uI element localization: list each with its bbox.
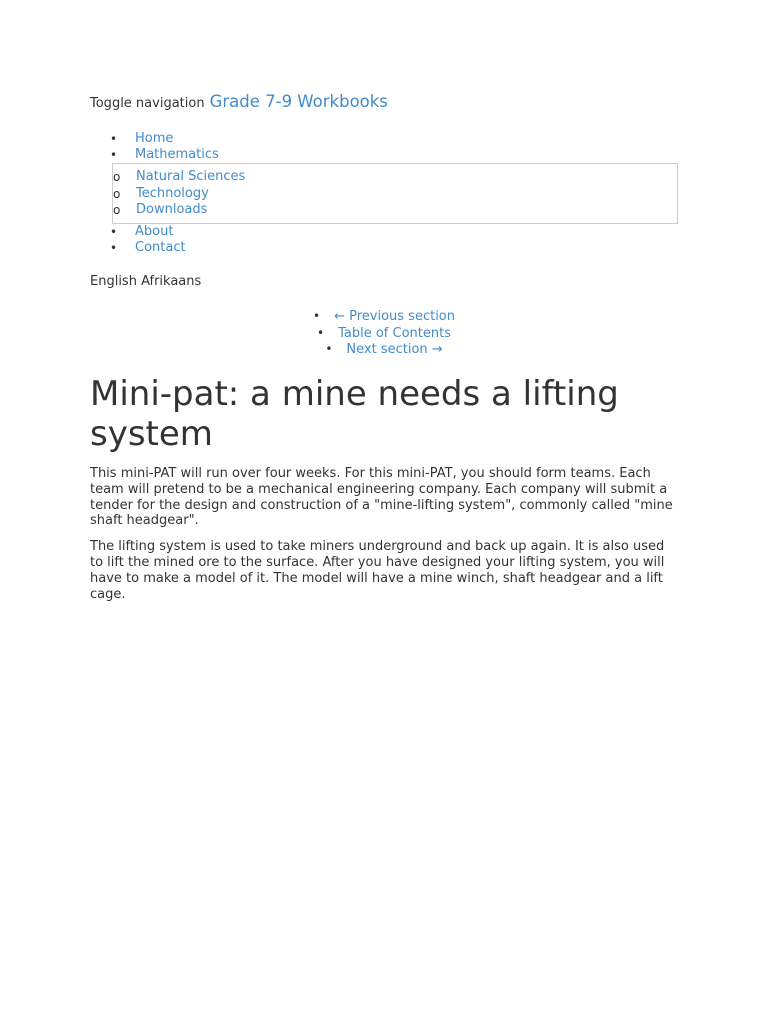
bullet-icon: • bbox=[317, 325, 325, 340]
navbar bbox=[90, 92, 388, 111]
language-switcher[interactable]: English Afrikaans bbox=[90, 274, 202, 289]
toggle-navigation-button[interactable]: Toggle navigation bbox=[90, 96, 205, 111]
nav-item-about bbox=[90, 224, 186, 240]
subjects-dropdown bbox=[112, 163, 678, 224]
next-section-link[interactable]: Next section → bbox=[346, 342, 443, 357]
nav-item-mathematics bbox=[90, 147, 219, 163]
nav-link-contact[interactable]: Contact bbox=[135, 240, 186, 255]
paragraph: This mini-PAT will run over four weeks. For this mini-PAT, you should form teams. Each team will pretend to be a mechanical engineering company. Each company will submit a tender for the design and construction of a "mine-lifting system", commonly called "mine shaft headgear". bbox=[90, 466, 673, 529]
dropdown-list bbox=[113, 169, 245, 219]
nav-item-contact bbox=[90, 240, 186, 256]
page-title: Mini-pat: a mine needs a lifting system bbox=[90, 374, 619, 454]
brand-link[interactable]: Grade 7-9 Workbooks bbox=[209, 92, 388, 111]
pager-item-previous bbox=[0, 308, 768, 325]
nav-link-technology[interactable]: Technology bbox=[136, 185, 209, 201]
previous-section-link[interactable]: ← Previous section bbox=[334, 309, 455, 324]
pager-item-next bbox=[0, 341, 768, 358]
pager-item-toc bbox=[0, 325, 768, 342]
article-body bbox=[90, 466, 680, 612]
main-nav bbox=[90, 131, 219, 163]
nav-link-natural-sciences[interactable]: Natural Sciences bbox=[136, 169, 246, 184]
section-pager bbox=[0, 308, 768, 358]
dropdown-item-downloads bbox=[113, 202, 245, 219]
nav-item-home bbox=[90, 131, 219, 147]
table-of-contents-link[interactable]: Table of Contents bbox=[338, 325, 451, 341]
dropdown-item-technology bbox=[113, 186, 245, 203]
dropdown-item-natural-sciences bbox=[113, 169, 245, 186]
nav-link-home[interactable]: Home bbox=[135, 131, 174, 146]
secondary-nav bbox=[90, 224, 186, 256]
nav-link-mathematics[interactable]: Mathematics bbox=[135, 147, 219, 162]
bullet-icon: • bbox=[313, 309, 321, 323]
paragraph: The lifting system is used to take miners underground and back up again. It is also used to lift the mined ore to the surface. After you have designed your lifting system, you will have to make a model of it. The model will have a mine winch, shaft headgear and a lift cage. bbox=[90, 539, 665, 602]
nav-link-about[interactable]: About bbox=[135, 224, 174, 239]
bullet-icon: • bbox=[325, 342, 333, 356]
nav-link-downloads[interactable]: Downloads bbox=[136, 202, 208, 217]
